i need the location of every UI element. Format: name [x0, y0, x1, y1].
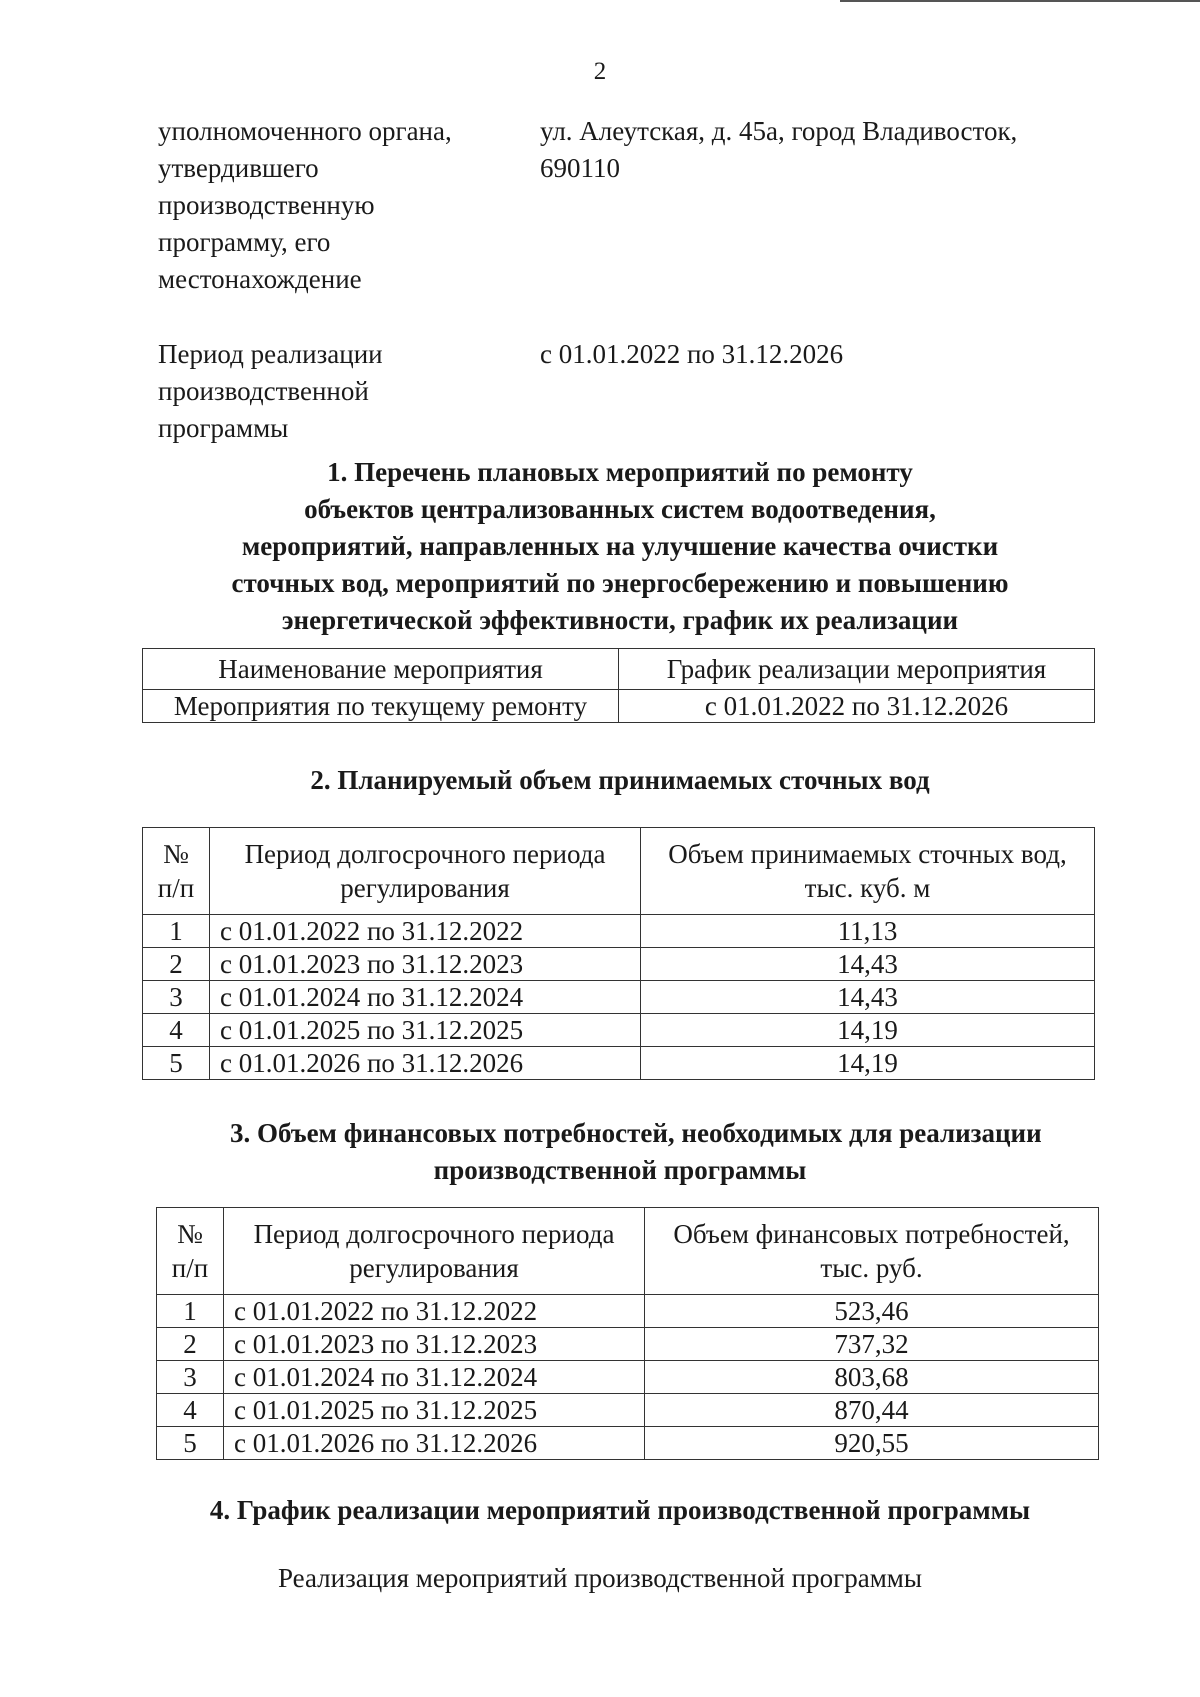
- row-number-cell: 5: [143, 1047, 210, 1080]
- section-3-title-line-2: производственной программы: [433, 1155, 807, 1185]
- period-label: Период реализации производственной программы: [158, 339, 383, 443]
- row-number-cell: 1: [143, 915, 210, 948]
- table-row: [143, 915, 1095, 948]
- section-4-title: 4. График реализации мероприятий производственной программы: [209, 1495, 1031, 1525]
- header-cell: Наименование мероприятия: [143, 649, 619, 690]
- header-cell: Период долгосрочного периода регулирования: [210, 828, 641, 915]
- section-1-title: 1. Перечень плановых мероприятий по ремонту объектов централизованных систем водоотведения, мероприятий, направленных на улучшение качества очистки сточных вод, мероприятий по энергосбережению и повышению энергетической эффективности, график их реализации: [231, 457, 1009, 635]
- header-cell: № п/п: [157, 1208, 224, 1295]
- period-cell: с 01.01.2022 по 31.12.2022: [224, 1295, 645, 1328]
- table-row: [157, 1427, 1099, 1460]
- section-3-title: [230, 1115, 1100, 1189]
- table-header-row: [143, 649, 1095, 690]
- table-cell: с 01.01.2022 по 31.12.2026: [619, 690, 1095, 723]
- table-row: [157, 1394, 1099, 1427]
- row-number-cell: 3: [143, 981, 210, 1014]
- table-header-row: [157, 1208, 1099, 1295]
- authority-label: уполномоченного органа, утвердившего производственную программу, его местонахождение: [158, 116, 452, 294]
- authority-value: ул. Алеутская, д. 45а, город Владивосток, 690110: [540, 116, 1018, 183]
- table-header-row: [143, 828, 1095, 915]
- row-number-cell: 2: [143, 948, 210, 981]
- value-cell: 803,68: [645, 1361, 1099, 1394]
- header-cell: Период долгосрочного периода регулирования: [224, 1208, 645, 1295]
- period-value: с 01.01.2022 по 31.12.2026: [540, 339, 844, 369]
- period-cell: с 01.01.2025 по 31.12.2025: [210, 1014, 641, 1047]
- table-row: [157, 1328, 1099, 1361]
- period-cell: с 01.01.2022 по 31.12.2022: [210, 915, 641, 948]
- period-cell: с 01.01.2023 по 31.12.2023: [224, 1328, 645, 1361]
- repair-measures-table: [142, 648, 1095, 723]
- table-row: [143, 981, 1095, 1014]
- table-row: [143, 1014, 1095, 1047]
- section-2-title: 2. Планируемый объем принимаемых сточных вод: [310, 765, 930, 795]
- value-cell: 920,55: [645, 1427, 1099, 1460]
- row-number-cell: 3: [157, 1361, 224, 1394]
- value-cell: 11,13: [641, 915, 1095, 948]
- row-number-cell: 4: [143, 1014, 210, 1047]
- row-number-cell: 5: [157, 1427, 224, 1460]
- value-cell: 870,44: [645, 1394, 1099, 1427]
- header-cell: Объем принимаемых сточных вод, тыс. куб. м: [641, 828, 1095, 915]
- value-cell: 14,43: [641, 948, 1095, 981]
- section-3-title-line-1: 3. Объем финансовых потребностей, необходимых для реализации: [230, 1118, 1042, 1148]
- row-number-cell: 1: [157, 1295, 224, 1328]
- table-row: [157, 1295, 1099, 1328]
- table-cell: Мероприятия по текущему ремонту: [143, 690, 619, 723]
- scan-edge-line: [840, 0, 1200, 2]
- table-row: [143, 948, 1095, 981]
- value-cell: 737,32: [645, 1328, 1099, 1361]
- period-cell: с 01.01.2023 по 31.12.2023: [210, 948, 641, 981]
- value-cell: 14,43: [641, 981, 1095, 1014]
- header-cell: График реализации мероприятия: [619, 649, 1095, 690]
- financial-needs-table: [156, 1207, 1099, 1460]
- header-cell: Объем финансовых потребностей, тыс. руб.: [645, 1208, 1099, 1295]
- period-cell: с 01.01.2026 по 31.12.2026: [224, 1427, 645, 1460]
- wastewater-volume-table: [142, 827, 1095, 1080]
- value-cell: 14,19: [641, 1014, 1095, 1047]
- table-row: [143, 690, 1095, 723]
- row-number-cell: 4: [157, 1394, 224, 1427]
- value-cell: 14,19: [641, 1047, 1095, 1080]
- row-number-cell: 2: [157, 1328, 224, 1361]
- section-4-subtitle: Реализация мероприятий производственной программы: [277, 1563, 923, 1593]
- period-cell: с 01.01.2024 по 31.12.2024: [210, 981, 641, 1014]
- table-row: [157, 1361, 1099, 1394]
- period-cell: с 01.01.2025 по 31.12.2025: [224, 1394, 645, 1427]
- page-number: 2: [593, 58, 607, 85]
- header-cell: № п/п: [143, 828, 210, 915]
- period-cell: с 01.01.2026 по 31.12.2026: [210, 1047, 641, 1080]
- table-row: [143, 1047, 1095, 1080]
- period-cell: с 01.01.2024 по 31.12.2024: [224, 1361, 645, 1394]
- value-cell: 523,46: [645, 1295, 1099, 1328]
